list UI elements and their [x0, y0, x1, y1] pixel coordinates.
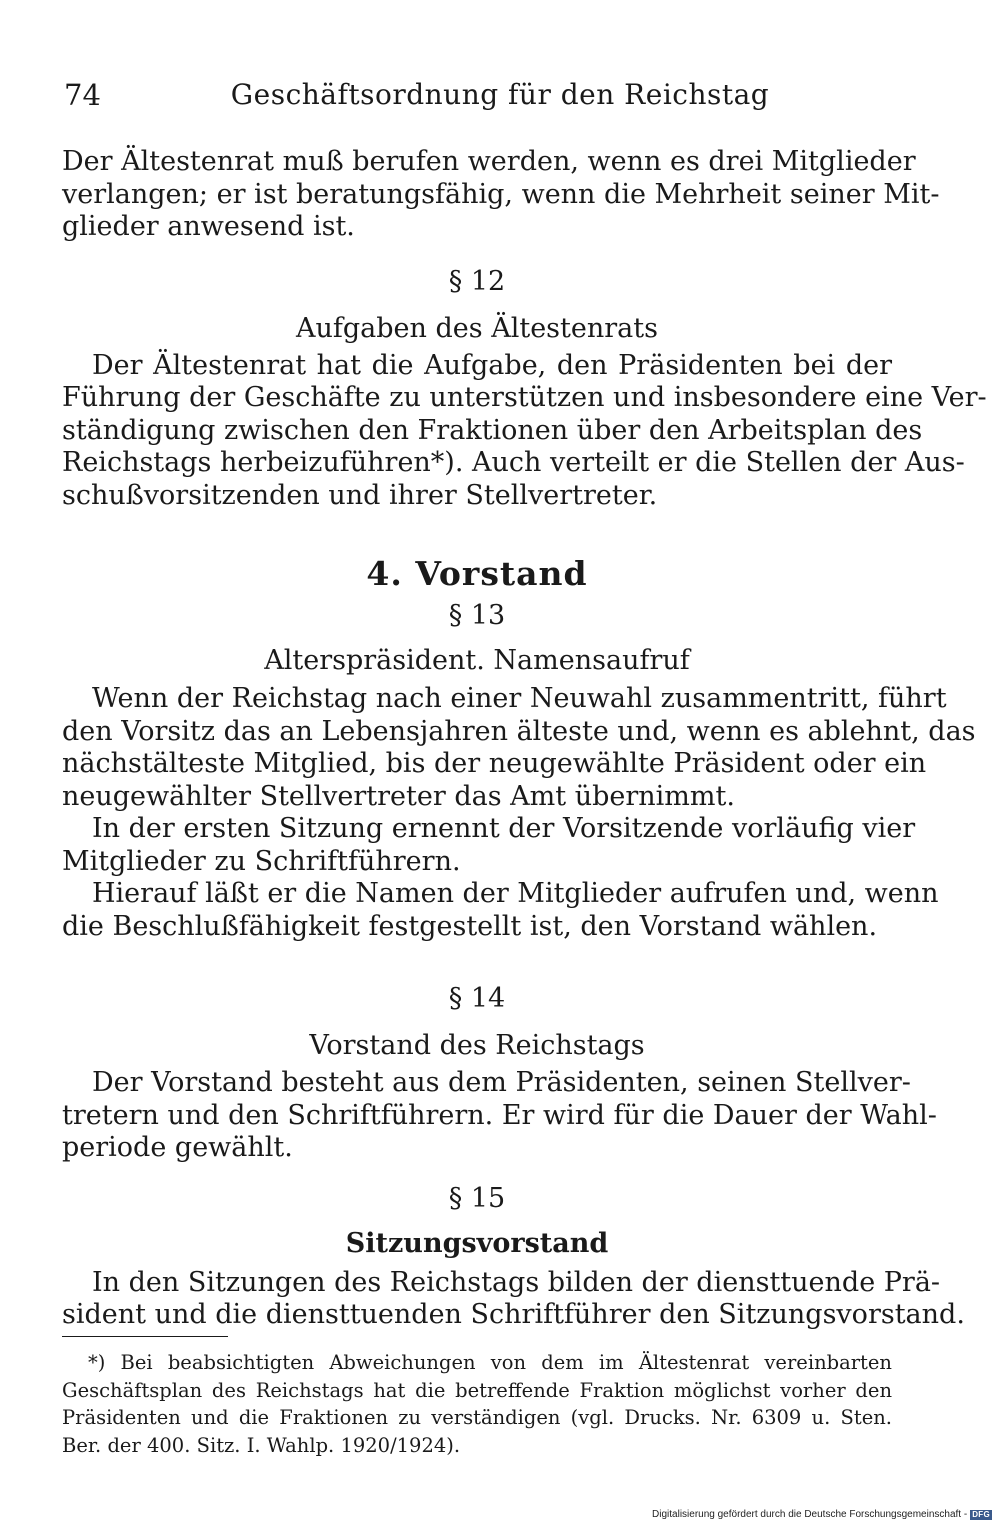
- text-line: glieder anwesend ist.: [62, 211, 355, 242]
- running-head: [60, 78, 940, 118]
- section-13-paragraph-2: [62, 813, 916, 878]
- section-number-12: § 12: [448, 265, 506, 297]
- text-line: verlangen; er ist beratungsfähig, wenn die Mehrheit seiner Mit-: [62, 178, 940, 210]
- text-line: schußvorsitzenden und ihrer Stellvertreter.: [62, 479, 658, 511]
- text-line: den Vorsitz das an Lebensjahren älteste und, wenn es ablehnt, das: [62, 715, 976, 747]
- section-title-15: Sitzungsvorstand: [345, 1227, 609, 1259]
- dfg-logo-icon: DFG: [972, 1509, 990, 1519]
- text-line: sident und die diensttuenden Schriftführer den Sitzungsvorstand.: [62, 1299, 965, 1330]
- footnote-line: *) Bei beabsichtigten Abweichungen von dem im Ältestenrat vereinbarten: [88, 1351, 892, 1374]
- text-line: In der ersten Sitzung ernennt der Vorsitzende vorläufig vier: [92, 813, 916, 844]
- footnote-divider: [62, 1336, 228, 1337]
- text-line: neugewählter Stellvertreter das Amt übernimmt.: [62, 780, 735, 812]
- text-line: Der Vorstand besteht aus dem Präsidenten, seinen Stellver-: [92, 1067, 911, 1098]
- section-12-paragraph: [62, 349, 987, 513]
- section-title-12: Aufgaben des Ältestenrats: [296, 312, 658, 344]
- section-number-14: § 14: [448, 983, 506, 1014]
- text-line: Hierauf läßt er die Namen der Mitglieder aufrufen und, wenn: [92, 878, 939, 909]
- text-line: Der Ältestenrat hat die Aufgabe, den Präsidenten bei der: [92, 349, 892, 381]
- page-body: [62, 146, 987, 1332]
- section-13-paragraph-3: [62, 878, 939, 943]
- credit-text: Digitalisierung gefördert durch die Deutsche Forschungsgemeinschaft -: [652, 1509, 968, 1520]
- section-title-13: Alterspräsident. Namensaufruf: [264, 645, 690, 676]
- footnote-line: Ber. der 400. Sitz. I. Wahlp. 1920/1924).: [62, 1433, 461, 1457]
- footnote: [62, 1349, 892, 1459]
- intro-paragraph: [62, 146, 940, 244]
- text-line: tretern und den Schriftführern. Er wird für die Dauer der Wahl-: [62, 1099, 937, 1131]
- section-15-paragraph: [62, 1266, 965, 1332]
- text-line: In den Sitzungen des Reichstags bilden der diensttuende Prä-: [92, 1266, 941, 1298]
- footnote-line: Geschäftsplan des Reichstags hat die betreffende Fraktion möglichst vorher den: [62, 1378, 892, 1402]
- text-line: Mitglieder zu Schriftführern.: [62, 845, 461, 877]
- text-line: Reichstags herbeizuführen*). Auch verteilt er die Stellen der Aus-: [62, 447, 965, 478]
- section-14-paragraph: [62, 1067, 937, 1165]
- digitization-credit: [652, 1509, 992, 1520]
- page-number: 74: [64, 78, 101, 112]
- text-line: nächstälteste Mitglied, bis der neugewählte Präsident oder ein: [62, 748, 927, 779]
- text-line: die Beschlußfähigkeit festgestellt ist, den Vorstand wählen.: [62, 910, 878, 942]
- footnote-line: Präsidenten und die Fraktionen zu verständigen (vgl. Drucks. Nr. 6309 u. Sten.: [62, 1406, 892, 1429]
- text-line: ständigung zwischen den Fraktionen über den Arbeitsplan des: [62, 414, 923, 446]
- section-number-13: § 13: [448, 600, 506, 631]
- text-line: Wenn der Reichstag nach einer Neuwahl zusammentritt, führt: [92, 683, 947, 714]
- text-line: Führung der Geschäfte zu unterstützen und insbesondere eine Ver-: [62, 382, 987, 413]
- chapter-heading: 4. Vorstand: [366, 554, 588, 593]
- text-line: periode gewählt.: [62, 1132, 293, 1163]
- section-number-15: § 15: [448, 1182, 506, 1214]
- running-title: Geschäftsordnung für den Reichstag: [230, 78, 770, 111]
- section-title-14: Vorstand des Reichstags: [309, 1030, 645, 1061]
- section-13-paragraph-1: [62, 683, 976, 813]
- text-line: Der Ältestenrat muß berufen werden, wenn es drei Mitglieder: [62, 146, 916, 177]
